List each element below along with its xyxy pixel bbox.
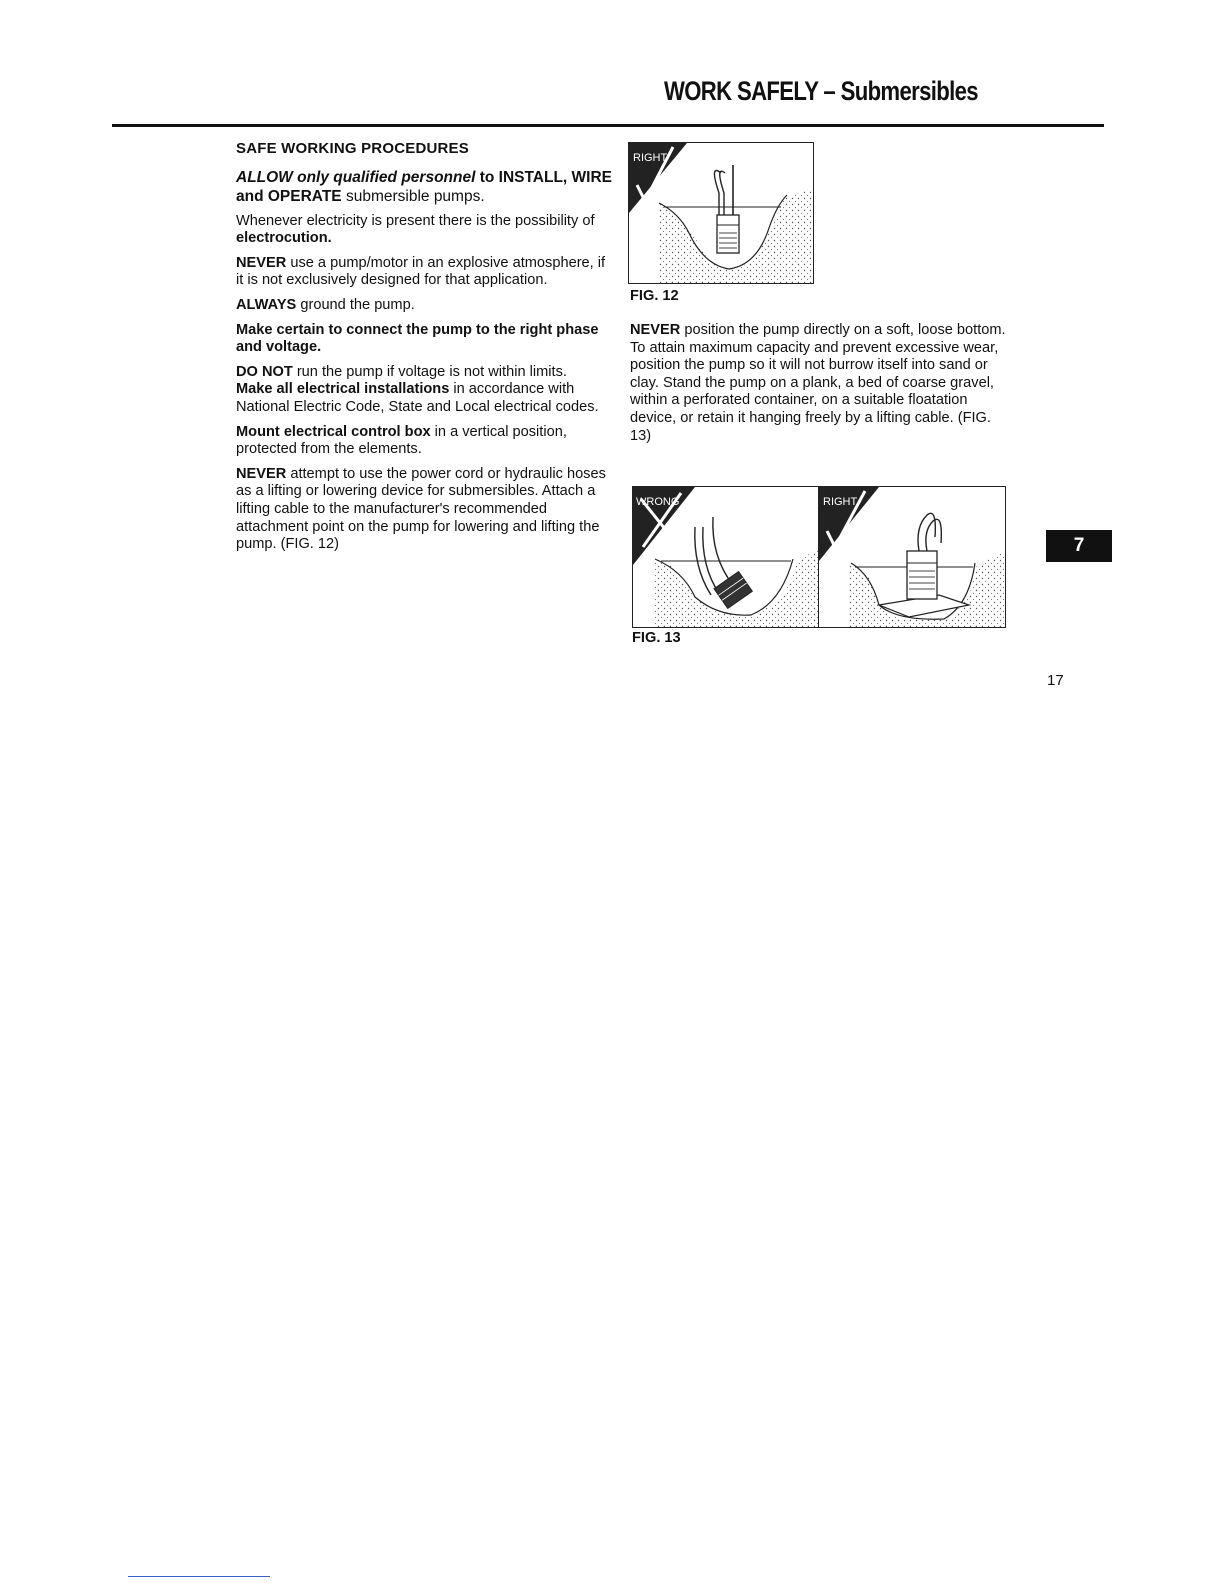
bold-control-box: Mount electrical control box [236, 423, 431, 440]
text-lifting: attempt to use the power cord or hydraulic hoses as a lifting or lowering device for submersibles. Attach a lifting cable to the manufacturer's recommended attachment point on the pump for lowering and lifting the pump. (FIG. 12) [236, 465, 606, 553]
text-vertical: in a vertical position, protected from the elements. [236, 423, 567, 458]
footer-link-underline[interactable] [128, 1576, 270, 1577]
left-column [236, 140, 616, 561]
paragraph-lifting [236, 466, 616, 554]
section-tab: 7 [1046, 530, 1112, 562]
figure-12 [628, 142, 814, 284]
text-electricity: Whenever electricity is present there is the possibility of [236, 212, 595, 229]
text-pumps: submersible pumps. [341, 187, 485, 205]
fig13-wrong-badge-label: WRONG [636, 496, 680, 508]
paragraph-electrocution [236, 213, 616, 248]
fig12-badge-label: RIGHT [633, 152, 668, 164]
page-number: 17 [1047, 672, 1064, 689]
fig12-caption: FIG. 12 [630, 288, 679, 304]
bold-never: NEVER [236, 254, 287, 271]
paragraph-voltage-limits [236, 364, 616, 382]
section-heading: SAFE WORKING PROCEDURES [236, 140, 469, 157]
bold-installations: Make all electrical installations [236, 381, 450, 398]
right-column [630, 322, 1010, 452]
bold-never-lifting: NEVER [236, 465, 287, 482]
page-header-title: WORK SAFELY – Submersibles [664, 76, 978, 106]
text-explosive: use a pump/motor in an explosive atmosphere, if it is not exclusively designed for that application. [236, 254, 606, 289]
figure-13-right [818, 486, 1006, 628]
paragraph-electrical-codes [236, 381, 616, 416]
text-voltage-limits: run the pump if voltage is not within limits. [292, 363, 567, 380]
paragraph-qualified-personnel [236, 168, 616, 206]
bold-electrocution: electrocution. [236, 230, 332, 247]
paragraph-phase-voltage: Make certain to connect the pump to the right phase and voltage. [236, 321, 599, 356]
bold-never-position: NEVER [630, 322, 681, 338]
pump-wrong-illustration [633, 487, 819, 627]
text-codes: in accordance with National Electric Code, State and Local electrical codes. [236, 381, 599, 415]
text-ground: ground the pump. [296, 296, 415, 313]
figure-13-wrong [632, 486, 820, 628]
emph-qualified: ALLOW only qualified personnel [236, 168, 476, 186]
pump-on-plank-illustration [819, 487, 1005, 627]
paragraph-ground [236, 297, 616, 315]
text-soft-bottom: position the pump directly on a soft, loose bottom. To attain maximum capacity and prevent excessive wear, position the pump so it will not burrow itself into sand or clay. Stand the pump on a plank, a bed of coarse gravel, within a perforated container, on a suitable floatation device, or retain it hanging freely by a lifting cable. (FIG. 13) [630, 322, 1006, 444]
paragraph-soft-bottom [630, 322, 1010, 445]
header-rule [112, 124, 1104, 127]
pump-hanging-illustration [629, 143, 813, 283]
fig13-right-badge-label: RIGHT [823, 496, 858, 508]
fig13-caption: FIG. 13 [632, 630, 681, 646]
bold-always: ALWAYS [236, 296, 297, 313]
paragraph-control-box [236, 424, 616, 459]
bold-install: to INSTALL, WIRE and OPERATE [236, 168, 613, 205]
paragraph-explosive [236, 255, 616, 290]
bold-do-not: DO NOT [236, 363, 293, 380]
